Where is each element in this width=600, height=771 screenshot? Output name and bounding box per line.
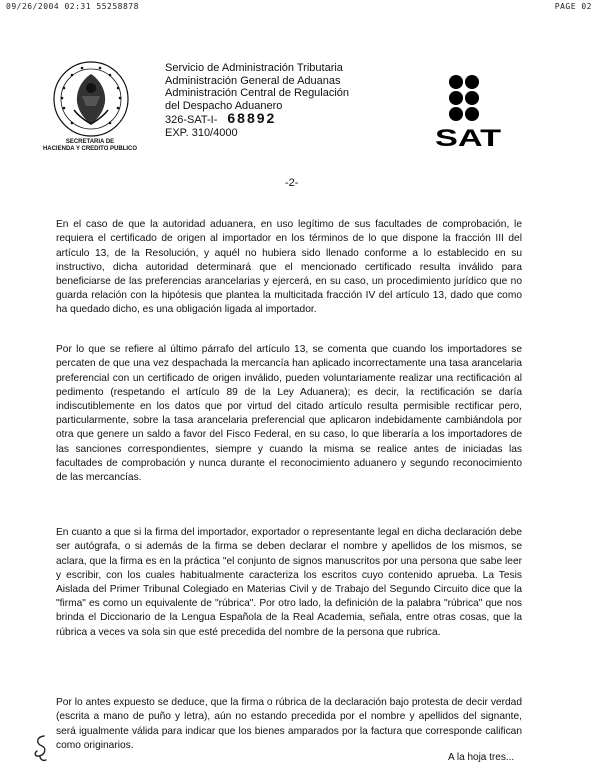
letterhead-line1: Servicio de Administración Tributaria (165, 62, 343, 74)
initials-signature-icon (30, 733, 52, 763)
reference-prefix: 326-SAT-I- (165, 114, 218, 126)
letterhead-line2: Administración General de Aduanas (165, 74, 341, 87)
letterhead (165, 62, 349, 139)
body-paragraph: Por lo que se refiere al último párrafo del artículo 13, se comenta que cuando los importadores se percaten de que una vez despachada la mercancía han aplicado incorrectamente una tasa arancelaria preferencial con un certificado de origen inválido, pueden voluntariamente realizar una rectificación al pedimento (respetando el artículo 89 de la Ley Aduanera); es decir, la rectificación se daría indiscutiblemente en los datos que por virtud del citado artículo resulta permisible rectificar pero, particularmente, sobre la tasa arancelaria preferencial que aplicaron indebidamente cambiándola por otra que genere un saldo a favor del Fisco Federal, en su caso, lo que liberaría a los importadores de las sanciones correspondientes, siempre y cuando la misma se realice antes de iniciadas las facultades de comprobación y nunca durante el reconocimiento aduanero y segundo reconocimiento de las mercancías. (56, 344, 522, 484)
sat-logo-icon (434, 72, 504, 152)
page-number: -2- (285, 177, 299, 189)
letterhead-line3: Administración Central de Regulación (165, 87, 350, 99)
continuation-note: A la hoja tres... (448, 752, 515, 763)
seal-caption (30, 139, 150, 153)
fax-header-page: PAGE 02 (554, 2, 592, 11)
sat-logo-text: SAT (435, 125, 502, 152)
expediente-number: EXP. 310/4000 (165, 126, 238, 139)
body-paragraph: Por lo antes expuesto se deduce, que la firma o rúbrica de la declaración bajo protesta de decir verdad (escrita a mano de puño y letra), aún no estando precedida por el nombre y apellidos del signante, será igualmente válida para indicar que los bienes amparados por la factura que corresponde califican como originarios. (56, 697, 522, 751)
government-seal-icon (52, 60, 130, 138)
seal-caption-line1: SECRETARIA DE (65, 139, 115, 145)
fax-transmission-header (0, 0, 600, 14)
letterhead-line4: del Despacho Aduanero (165, 99, 283, 112)
body-paragraph: En el caso de que la autoridad aduanera, en uso legítimo de sus facultades de comprobación, le requiera el certificado de origen al importador en los términos de lo que dispone la fracción III del artículo 13, de la Resolución, y aquél no hubiera sido llenado conforme a lo establecido en su instructivo, dicha autoridad determinará que el mencionado certificado resulta inválido para beneficiarse de las preferencias arancelarias y ejercerá, en su caso, un procedimiento jurídico que no guarda relación con la hipótesis que plantea la multicitada fracción IV del artículo 13, dado que como ha quedado dicho, es una obligación ligada al importador. (56, 219, 522, 316)
fax-header-left: 09/26/2004 02:31 55258878 (6, 2, 139, 11)
body-paragraph: En cuanto a que si la firma del importador, exportador o representante legal en dicha declaración debe ser autógrafa, o si además de la firma se deben declarar el nombre y apellidos de los mismos, se aclara, que la firma es en la práctica "el conjunto de signos manuscritos por una persona que sabe leer y escribir, con los cuales habitualmente caracteriza los escritos cuyo contenido aprueba. La Tesis Aislada del Primer Tribunal Colegiado en Materias Civil y de Trabajo del Segundo Circuito dice que la "firma" es como un equivalente de "rúbrica". Por otro lado, la definición de la palabra "rúbrica" que nos brinda el Diccionario de la Lengua Española de la Real Academia, señala, entre otras cosas, que la rúbrica a veces va sola sin que esté precedida del nombre de la persona que rubrica. (56, 527, 522, 638)
reference-line (165, 112, 349, 127)
reference-number: 68892 (227, 110, 277, 126)
seal-caption-line2: HACIENDA Y CREDITO PUBLICO (42, 146, 138, 152)
